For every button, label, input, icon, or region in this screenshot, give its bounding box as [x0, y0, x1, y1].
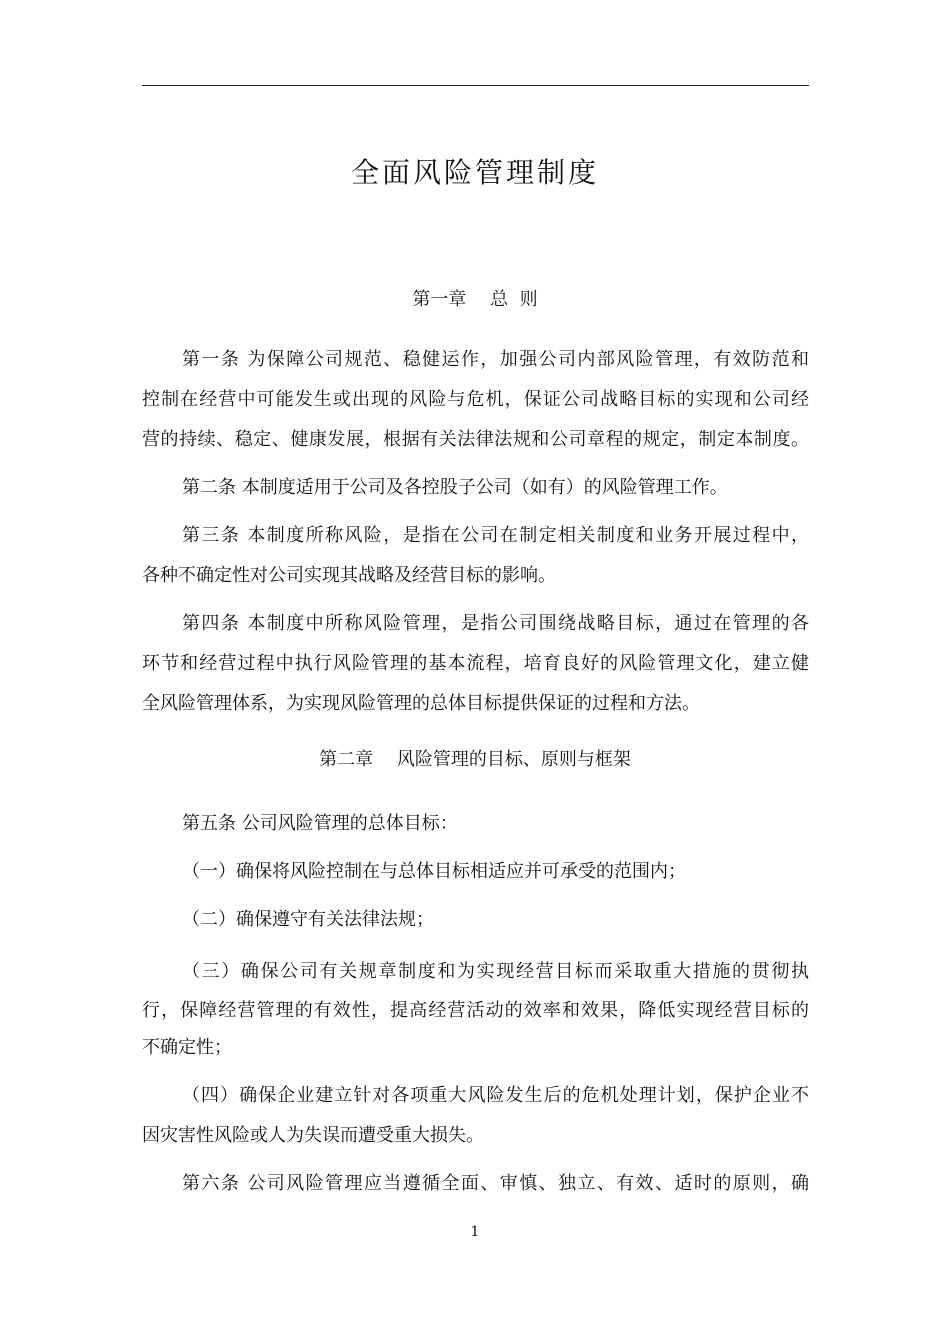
item-1-line-1: （一）确保将风险控制在与总体目标相适应并可承受的范围内；: [182, 861, 686, 882]
article-6-line-1: 第六条 公司风险管理应当遵循全面、审慎、独立、有效、适时的原则，确: [182, 1173, 809, 1194]
header-rule: [142, 85, 809, 86]
chapter-heading-2: 第二章 风险管理的目标、原则与框架: [319, 749, 631, 770]
page-number: 1: [470, 1224, 480, 1240]
item-2-line-1: （二）确保遵守有关法律法规；: [182, 909, 434, 930]
article-1-line-3: 营的持续、稳定、健康发展，根据有关法律法规和公司章程的规定，制定本制度。: [142, 429, 809, 450]
chapter-heading-1: 第一章 总 则: [412, 289, 538, 310]
item-4-line-2: 因灾害性风险或人为失误而遭受重大损失。: [142, 1125, 484, 1146]
article-5-line-1: 第五条 公司风险管理的总体目标：: [182, 813, 458, 834]
article-4-line-3: 全风险管理体系，为实现风险管理的总体目标提供保证的过程和方法。: [142, 693, 700, 714]
article-1-line-2: 控制在经营中可能发生或出现的风险与危机，保证公司战略目标的实现和公司经: [142, 389, 809, 410]
item-3-line-3: 不确定性；: [142, 1037, 232, 1058]
document-title: 全面风险管理制度: [350, 156, 599, 189]
article-1-line-1: 第一条 为保障公司规范、稳健运作，加强公司内部风险管理，有效防范和: [182, 349, 809, 370]
article-4-line-2: 环节和经营过程中执行风险管理的基本流程，培育良好的风险管理文化，建立健: [142, 653, 809, 674]
article-4-line-1: 第四条 本制度中所称风险管理，是指公司围绕战略目标，通过在管理的各: [182, 613, 809, 634]
item-3-line-1: （三）确保公司有关规章制度和为实现经营目标而采取重大措施的贯彻执: [182, 961, 809, 982]
article-2-line-1: 第二条 本制度适用于公司及各控股子公司（如有）的风险管理工作。: [182, 477, 728, 498]
article-3-line-1: 第三条 本制度所称风险，是指在公司在制定相关制度和业务开展过程中，: [182, 525, 809, 546]
item-3-line-2: 行，保障经营管理的有效性，提高经营活动的效率和效果，降低实现经营目标的: [142, 1000, 809, 1021]
item-4-line-1: （四）确保企业建立针对各项重大风险发生后的危机处理计划，保护企业不: [182, 1085, 809, 1106]
article-3-line-2: 各种不确定性对公司实现其战略及经营目标的影响。: [142, 565, 556, 586]
